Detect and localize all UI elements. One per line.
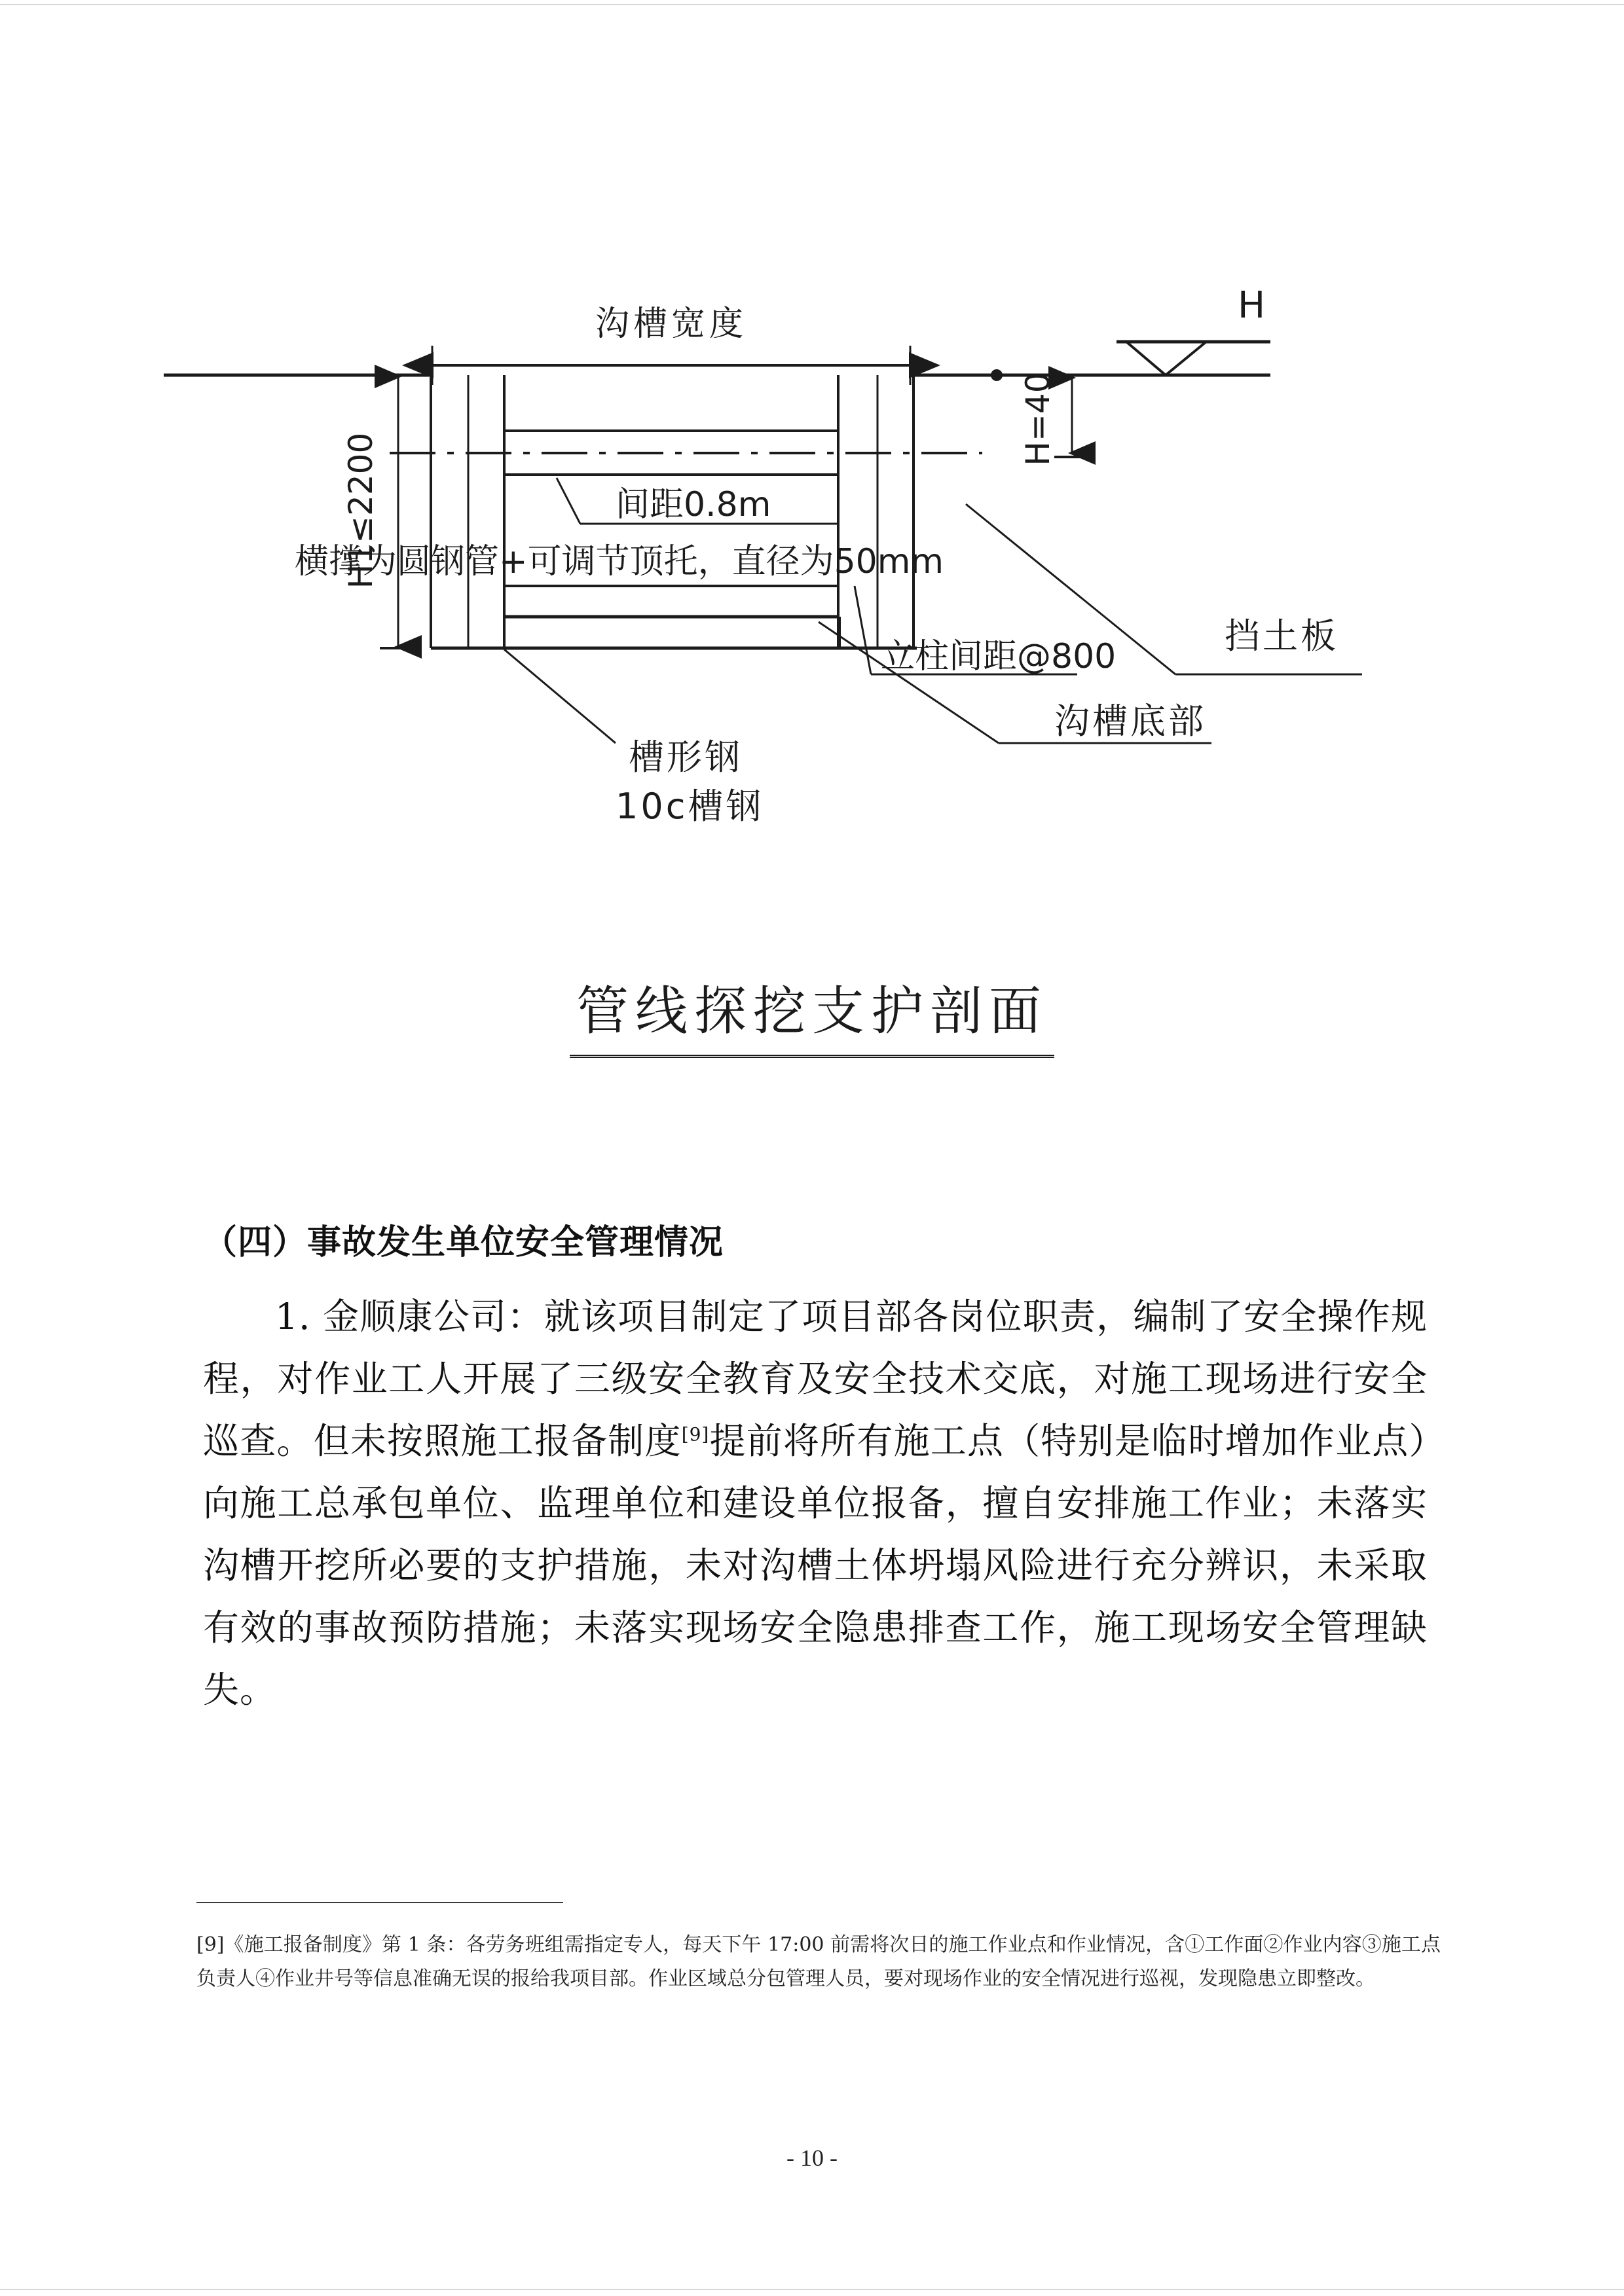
label-retaining-board: 挡土板 bbox=[1225, 615, 1338, 657]
trench-support-section-diagram bbox=[164, 216, 1460, 903]
page-bottom-edge bbox=[0, 2289, 1624, 2290]
label-spacing-08m: 间距0.8m bbox=[616, 485, 771, 524]
label-post-spacing: 立柱间距@800 bbox=[881, 637, 1116, 676]
figure-caption bbox=[0, 969, 1624, 1058]
leader-channel-steel bbox=[504, 649, 616, 743]
footnote-text: [9]《施工报备制度》第 1 条：各劳务班组需指定专人，每天下午 17:00 前需将次日的施工作业点和作业情况，含①工作面②作业内容③施工点负责人④作业井号等信息准确无误的报给我项目部。作业区域总分包管理人员，要对现场作业的安全情况进行巡视，发现隐患立即整改。 bbox=[196, 1933, 1441, 1990]
paragraph-jinshunkang bbox=[203, 1286, 1428, 1721]
label-strut-note: 横撑为圆钢管+可调节顶托，直径为50mm bbox=[295, 542, 944, 581]
h1-dimension bbox=[380, 375, 416, 648]
label-trench-bottom: 沟槽底部 bbox=[1054, 701, 1206, 742]
body-text-block bbox=[203, 1214, 1428, 1721]
trench-bottom bbox=[431, 617, 917, 648]
footnote-separator-rule bbox=[196, 1902, 563, 1903]
right-wall-assembly bbox=[838, 375, 913, 648]
paragraph-lead-text: 1. 金顺康公司：就该项目制定了项目部各岗位职责，编制了安全操作规程，对作业工人开展了三级安全教育及安全技术交底，对施工现场进行安全巡查。但未按照施工报备制度 bbox=[203, 1296, 1428, 1462]
label-channel-steel: 槽形钢 bbox=[629, 737, 743, 778]
label-channel-steel-spec: 10c槽钢 bbox=[616, 786, 764, 827]
label-h1-2200: H1≤2200 bbox=[342, 432, 380, 589]
label-elevation-h: H bbox=[1238, 284, 1266, 327]
section-heading: （四）事故发生单位安全管理情况 bbox=[203, 1223, 724, 1262]
h40-dimension bbox=[1054, 375, 1094, 457]
elevation-symbol bbox=[1116, 342, 1270, 375]
survey-point bbox=[991, 369, 1003, 381]
footnote-marker-9: [9] bbox=[681, 1423, 710, 1446]
page-top-edge bbox=[0, 4, 1624, 5]
figure-caption-text: 管线探挖支护剖面 bbox=[570, 969, 1054, 1058]
left-wall-assembly bbox=[431, 375, 504, 648]
label-h-40: H=40 bbox=[1019, 372, 1057, 466]
page-number: - 10 - bbox=[786, 2145, 838, 2171]
paragraph-tail-text: 提前将所有施工点（特别是临时增加作业点）向施工总承包单位、监理单位和建设单位报备，擅自安排施工作业；未落实沟槽开挖所必要的支护措施，未对沟槽土体坍塌风险进行充分辨识，未采取有效的事故预防措施；未落实现场安全隐患排查工作，施工现场安全管理缺失。 bbox=[203, 1420, 1428, 1711]
label-trench-width: 沟槽宽度 bbox=[595, 304, 748, 344]
